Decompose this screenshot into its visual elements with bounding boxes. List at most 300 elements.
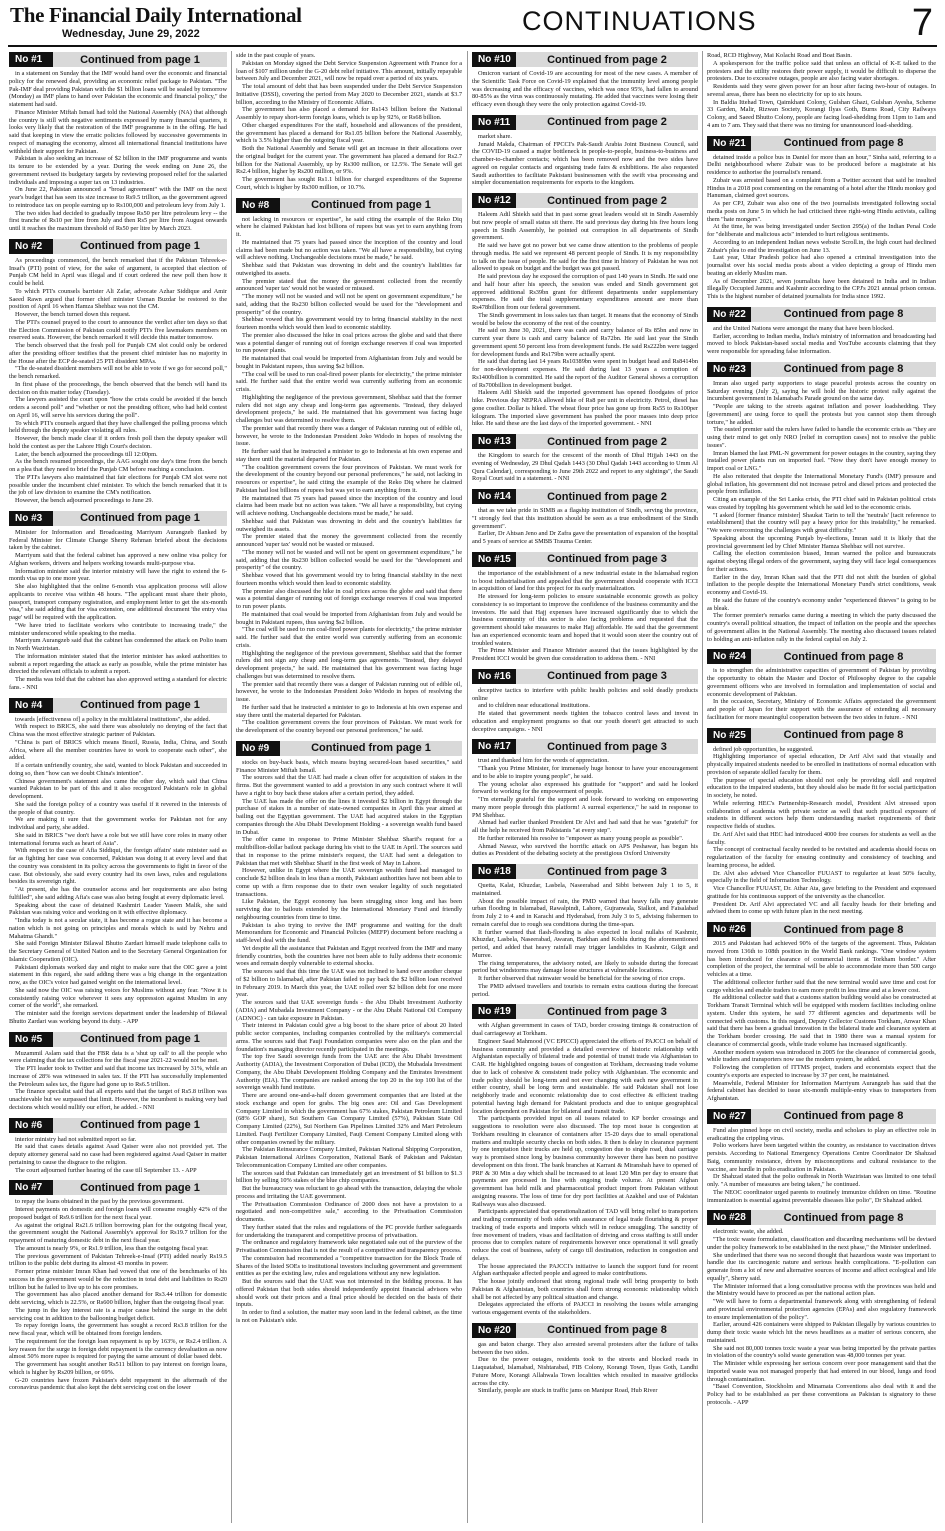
continued-from-label: Continued from page 2	[547, 490, 667, 503]
article-paragraph: Ahmad Nawaz, who survived the horrific attack on APS Peshawar, has begun his duties as President of the debating society at the prestigious Oxford University	[472, 842, 698, 858]
article	[9, 1180, 227, 1392]
article-body	[472, 133, 698, 187]
article-paragraph: The concept of contractual faculty needed to be revisited and academia should focus on regularization of the faculty for ensuing continuity and consistency of teaching and learning process, he added.	[707, 846, 936, 869]
article-header	[236, 741, 462, 756]
article-paragraph: "The money will not be wasted and will not be spent on government expenditure," he said, adding that the Rs230 billion collected would be used for the "development and prosperity" of the country.	[236, 293, 462, 316]
article	[472, 1323, 698, 1395]
article-paragraph: "We have tried to facilitate workers who contribute to increasing trade," the minister underscored while speaking to the media.	[9, 621, 227, 637]
article-body	[472, 70, 698, 109]
article-paragraph: He maintained that 75 years had passed since the inception of the country and loud claims had been made but no action was taken. "We all have a responsibility, but crying will achieve nothing. Unchangeable decisions must be made," he said.	[236, 238, 462, 262]
masthead-rule	[8, 45, 937, 47]
article-paragraph: The UAE has made the offer on the lines it invested $2 billion in Egypt through the purchase of stakes in a number of state-owned companies in April this year aimed at bailing out the Egyptian government. The UAE had acquired stakes in the Egyptian companies through the Abu Dhabi Development Holding - a sovereign wealth fund based in Dubai.	[236, 797, 462, 836]
article-paragraph: The court adjourned further hearing of the case till September 13. - APP	[15, 1166, 197, 1174]
article-paragraph: the Kingdom to search for the crescent of the month of Dhul Hijjah 1443 on the evening of Wednesday, 29 Dhul Qadah 1443 (30 Dhul Qadah 1443 according to Umm Al Qura Calendar), corresponding to June 29th 2022 and report to any sightings", the Saudi Royal Court said in a statement. - NNI	[472, 452, 698, 483]
article-paragraph: But the bureaucracy was reluctant to go ahead with the transaction, delaying the whole process and irritating the UAE government.	[236, 1185, 462, 1200]
article-number-badge: No #10	[472, 52, 516, 67]
article-paragraph: She said the foreign policy of a country was useful if it revered in the interests of the people of that country.	[9, 800, 227, 816]
article-number-badge: No #2	[9, 239, 53, 254]
article-paragraph: interior ministry had not submitted report so far.	[15, 1135, 137, 1143]
article	[9, 511, 227, 692]
article-paragraph: As the bench resumed proceedings, the AAG sought one day's time from the bench on a plea that they need to brief the Punjab CM before reaching a conclusion.	[9, 458, 227, 473]
article	[472, 552, 698, 663]
article-paragraph: market share.	[478, 132, 512, 140]
article-paragraph: "Thank you Prime Minister, for immensely huge honour to have your encouragement and to be able to inspire young people", he said.	[472, 765, 698, 780]
article-number-badge: No #20	[472, 1323, 516, 1338]
article-number-badge: No #25	[707, 728, 751, 743]
article-number-badge: No #17	[472, 739, 516, 754]
continued-from-label: Continued from page 1	[311, 199, 431, 211]
article	[707, 922, 936, 1103]
article-paragraph: deceptive tactics to interfere with public health policies and sold deadly products online	[472, 686, 698, 702]
article-header	[707, 649, 936, 664]
article-paragraph: He further said that he instructed a minister to go to Indonesia at his own expense and stay there until the material departed for Pakistan.	[236, 448, 462, 463]
article-paragraph: Finance Minister Miftah Ismail had told the National Assembly (NA) that although the country is still with negative sentiments expressed by many financial quarters, it looks very likely that the restoration of the IMF programme is in the offing. He had said that keeping in view the erratic policies followed by successive governments in respect of managing the economy, almost all international financial institutions have withheld their support for Pakistan.	[9, 108, 227, 155]
article-paragraph: Marriyum said that the federal cabinet has approved a new online visa policy for Afghan workers, drivers and helpers working towards multi-purpose visa.	[9, 552, 227, 567]
article-body	[472, 882, 698, 998]
continued-from-label: Continued from page 2	[547, 194, 667, 207]
article-paragraph: Later, the bench adjourned the proceedings till 12:00pm.	[15, 450, 158, 458]
article-paragraph: "At present, she has the counselor access and her requirements are also being fulfilled", she said adding Afia's case was also being fought at every diplomatic level.	[9, 886, 227, 901]
article-paragraph: Earlier, according to Indian media, India's ministry of information and broadcasting had moved to block Pakistan-based social media and YouTube accounts claiming that they were responsible for spreading false information.	[707, 332, 936, 355]
article-paragraph: Marriyum Aurangzeb said that the cabinet has condemned the attack on Polio team in North Waziristan.	[9, 637, 227, 652]
article-number-badge: No #3	[9, 511, 53, 526]
article-paragraph: The premier said that recently there was a danger of Pakistan running out of edible oil, however, he wrote to the Indonesian President Joko Widodo in hopes of resolving the issue.	[236, 424, 462, 448]
article-paragraph: Like Pakistan, the Egypt economy has been struggling since long and has been surviving due to bailouts extended by the International Monetary Fund and friendly neighbouring countries from time to time.	[236, 898, 462, 921]
article	[707, 362, 936, 644]
article-paragraph: It further observed that rainwater would be beneficial for the sowing of rice crops.	[478, 975, 686, 982]
column-divider	[702, 51, 703, 1523]
article-paragraph: Both the National Assembly and Senate will get an increase in their allocations over the original budget for the current year. The government has placed a demand for Rs2.7 billion for the National Assembly, up by Rs300 million, or 12.5%. The Senate will get Rs2.4 billion, higher by Rs200 million, or 9%.	[236, 145, 462, 176]
article-paragraph: The government has sought Rs1.1 billion for charged expenditures of the Supreme Court, which is higher by Rs300 million, or 10.7%.	[236, 176, 462, 191]
article-paragraph: Another modern system was introduced in 2005 for the clearance of commercial goods, while traders and transporters now use the modern system, he added.	[707, 1048, 936, 1064]
article-number-badge: No #22	[707, 307, 751, 322]
article-paragraph: The PTI leader took to Twitter and said that income tax increased by 31%, while an increase of 28% was witnessed in sales tax. If the PTI has successfully implemented the Petroleum sales tax, the figure had gone up to Rs6.5 trillion.	[9, 1065, 227, 1088]
article	[472, 669, 698, 734]
article-paragraph: He said we have got no power but we came draw attention to the problems of people through media. He said we represent 48 percent people of Sindh. It is my responsibility to talk on the issue of people. He said for the first time in history of Pakistan he was not allowed to speak on budget and the budget was got passed.	[472, 242, 698, 273]
article-paragraph: Haleem Adil Shiekh said the imported government has opened floodgates of price hike. Previous day NEPRA allowed hike of Rs8 per unit in electricity. Petrol, diesel has gone costlier. Dollar is hiked. The wheat flour price has gone up from Rs55 to Rs100per kilogram. The imported slave government has pushed the poor masses into deep price hike. He said these are the last days of the imported government. - NNI	[472, 389, 698, 428]
article-paragraph: Ahmad had earlier thanked President Dr Alvi and had said that he was "grateful" for all the help he received from Pakistanis "at every step".	[472, 819, 698, 834]
article-body	[707, 1127, 936, 1205]
article-number-badge: No #9	[236, 741, 280, 756]
article-paragraph: Their interest in Pakistan could give a big boost to the share price of about 20 listed public sector companies, including companies controlled by the military's commercial arms. The sources said that Fauji Foundation companies were also on the plan and the foundation's managing director recently participated in the meetings.	[236, 1022, 462, 1053]
article-paragraph: As proceedings commenced, the bench remarked that if the Pakistan Tehreek-e-Insaf's (PTI) point of view, for the sake of argument, is accepted that election of Punjab CM held in April was illegal and if court ordered the new poll then how it could be held.	[9, 256, 227, 287]
article-number-badge: No #13	[472, 434, 516, 449]
article-body	[707, 746, 936, 917]
article-paragraph: The young scholar also expressed his gratitude for "support" and said he looked forward to working for the empowerment of people.	[472, 780, 698, 796]
article-header	[707, 1210, 936, 1225]
continued-from-label: Continued from page 2	[547, 116, 667, 129]
article-paragraph: "Basel Convention, Stockholm and Minamata Conventions also deal with it and the Policy had to be established as per these conventions as Pakistan is signatory to these protocols. - APP	[707, 1383, 936, 1406]
article-paragraph: stocks on buy-back basis, which means buying secured-loan based securities," said Finance Minister Miftah Ismail.	[236, 758, 462, 774]
article-paragraph: But the sources said that the UAE was not interested in the bidding process. It has offered Pakistan that both sides should independently appoint financial advisors who should work out their prices and a final price should be decided on the basis of their inputs.	[236, 1278, 462, 1309]
article	[472, 52, 698, 109]
article-header	[472, 193, 698, 208]
article-paragraph: He stressed for long-term policies to ensure sustainable economic growth as policy consistency is so important to improve the confidence of the business community and the investors. He said that Hajj expenses have increased significantly due to which the business community of this sector is also facing problems and requested that the government should take measures to make Hajj affordable. He said that the government has an experienced economic team and hoped that it would soon steer the country out of troubled waters.	[472, 593, 698, 647]
article-header	[472, 115, 698, 130]
article-paragraph: Earlier in the day, Imran Khan said that the PTI did not shift the burden of global inflation to the people despite the International Monetary Fund's strict conditions, weak economy and Covid-19.	[707, 573, 936, 596]
article-paragraph: However, the bench adjourned proceedings to June 29.	[15, 497, 154, 504]
article-paragraph: The PTI's counsel prayed to the court to announce the verdict after ten days so that the Election Commission of Pakistan could notify PTI's five lawmakers members on reserved seats. However, the bench remarked it will decide this matter tomorrow.	[9, 318, 227, 342]
column-3	[472, 52, 698, 1524]
article-paragraph: Highlighting importance of special education, Dr Arif Alvi said that visually and physically impaired students needed to be enrolled in institutions of normal education with provision of separate skilled faculty for them.	[707, 753, 936, 776]
article-paragraph: The ousted premier said the rulers have failed to handle the economic crisis as "they are using their mind to get only NRO [relief in corruption cases] not to resolve the public issues".	[707, 426, 936, 449]
article-number-badge: No #16	[472, 669, 516, 684]
article-paragraph: The previous government of Pakistan Tehreek-e-Insaf (PTI) added nearly Rs19.5 trillion to the public debt during its almost 43 months in power.	[9, 1252, 227, 1268]
article-paragraph: Dr. Arif Alvi said that HEC had introduced 4000 free courses for students as well as the faculty.	[707, 830, 936, 846]
continued-from-label: Continued from page 3	[547, 670, 667, 683]
article-paragraph: The Minister while expressing her serious concern over poor management said that the imported waste was not managed properly that had entered in our blood, lungs and food through contamination.	[707, 1360, 936, 1383]
continued-from-label: Continued from page 3	[547, 553, 667, 566]
article-body	[9, 716, 227, 1026]
article	[707, 1109, 936, 1205]
article-paragraph: She said now the OIC was raising voices for Muslims without any fear. "Now it is consistently raising voice wherever it sees any oppression against Muslim in any corner of the world", she remarked.	[9, 986, 227, 1010]
article-paragraph: The minister said the foreign services department under the leadership of Bilawal Bhutto Zardari was working beyond its duty. - APP	[9, 1010, 227, 1025]
article-body	[472, 1341, 698, 1395]
continued-from-label: Continued from page 8	[783, 137, 904, 149]
article-paragraph: However, the bench made clear if it orders fresh poll then the deputy speaker will hold the contest as per the Lahore High Court's decision.	[9, 435, 227, 450]
article-paragraph: The Minister informed that a long consultative process with the provinces was held and the Ministry would have to proceed as per the national action plan.	[707, 1282, 936, 1298]
column-4	[707, 52, 936, 1524]
article-paragraph: The participants provided input on all issues related to KP border crossings and suggestions to resolution were also discussed. The top most issue is congestion at Torkham resulting in clearance of containers after 15-20 days due to small operational matters and multiple security checks on both sides. It then is delay in clearance payment by one temptation their trucks are held up, congestion due to single road, dual carriage way is promised since long by business community however there has been no positive development on this front. The bank branches at Karrani & Miranshah have to opened of PRF & 30 Min a day which shall be increased to at least 120 Min per day to ensure that payments are processed in line with ongoing trade volume. At present Afghan government has held milk and pharmaceutical product import from Pakistan without assigning reasons. The loss of time for dry port facilities at Azakhel and use of Pakistan Railways was also discussed.	[472, 1115, 698, 1208]
article-body	[472, 570, 698, 663]
article-number-badge: No #7	[9, 1180, 53, 1195]
article-paragraph: that as we take pride in SIMB as a flagship institution of Sindh, serving the province, "I strongly feel that this institution should be seen as a true embodiment of the Sindh government".	[472, 507, 698, 530]
article	[9, 1032, 227, 1112]
article-paragraph: They further stated that the rules and regulations of the PC provide further safeguards for undertaking the transparent and competitive process of privatisation.	[236, 1223, 462, 1239]
article	[472, 489, 698, 546]
article-paragraph: "The money will not be wasted and will not be spent on government expenditure," he said, adding that the Rs230 billion collected would be used for the "development and prosperity" of the country.	[236, 548, 462, 572]
article-paragraph: Similarly, people are stuck in traffic jams on Manipur Road, Hub River	[478, 1387, 658, 1395]
continued-from-label: Continued from page 8	[783, 650, 904, 663]
article-paragraph: In the occasion, Secretary, Ministry of Economic Affairs appreciated the government and people of Japan for their support with the assurance of extending all necessary facilitation for more meaningful cooperation between the two sides in future. - NNI	[707, 698, 936, 721]
article-header	[9, 1180, 227, 1195]
article	[707, 649, 936, 721]
article-paragraph: Haleem Adil Shiekh said that in past some great leaders would sit in Sindh Assembly but now people of small status sit there. He said previous day during his five hours long speech in Sindh Assembly, he pointed out corruption in all departments of Sindh government.	[472, 211, 698, 242]
article	[9, 239, 227, 505]
masthead	[0, 0, 945, 48]
article-paragraph: The premier stated that the money the government collected from the recently announced 'super tax' would not be wasted or misused.	[236, 277, 462, 293]
article-paragraph: Road, RCD Highway, Mai Kolachi Road and Boat Basin.	[707, 52, 852, 59]
article-paragraph: The sources said that the UAE had made a clean offer for acquisition of stakes in the firms. But the government wanted to add a provision in any such contract where it will have a right to buy back these stakes after a certain period, they added.	[236, 774, 462, 797]
article-body	[9, 257, 227, 505]
article-number-badge: No #24	[707, 649, 751, 664]
article-paragraph: "I asked [former finance minister] Shaukat Tarin to tell the 'neutrals' [tacit reference to establishment] that the country will pay a heavy price for this instability," he remarked. "We were overcoming the challenges with great difficulty."	[707, 511, 936, 534]
article	[707, 136, 936, 301]
article-paragraph: The Pakistan Reinsurance Company Limited, Pakistan National Shipping Corporation, Pakistan International Airlines Corporation, National Bank of Pakistan and Pakistan Telecommunication Company Limited are other companies.	[236, 1146, 462, 1169]
article-paragraph: The sources said that this time the UAE was not inclined to hand over another cheque of $2 billion to Islamabad, after Pakistan failed to pay back the $2 billion loan received in February 2019. In March this year, the UAE rolled over $2 billion debt for one more year.	[236, 968, 462, 999]
article-paragraph: to repay the loans obtained in the past by the previous government.	[15, 1198, 184, 1206]
article-paragraph: The purpose of special education should not only be providing skill and required education to the impaired students, but they should also be made fit for social participation in society, he noted.	[707, 776, 936, 799]
article-paragraph: side in the past couple of years.	[236, 52, 316, 59]
article-paragraph: Quetta, Kalat, Khuzdar, Lasbela, Naseerabad and Sibbi between July 1 to 5, it maintained.	[472, 882, 698, 897]
article-paragraph: The government has also placed a demand for Rs143 billion before the National Assembly to repay short-term foreign loans, which is up by 92%, or Rs68 billion.	[236, 106, 462, 121]
article-paragraph: The house jointly endorsed that strong regional trade will bring prosperity to both Pakistan & Afghanistan, both countries shall form strong economic relationship which shall be not affected by any political situation and change.	[472, 1278, 698, 1301]
article	[472, 115, 698, 187]
article-paragraph: 2015 and Pakistan had achieved 90% of the targets of the agreement. Thus, Pakistan moved from 136th to 108th position in the World Bank rankings. "One window system has been introduced for clearance of commercial items at Torkham border." After completion of the project, the terminal will be able to accommodate more than 500 cargo vehicles at a time.	[707, 940, 936, 978]
article-paragraph: Former prime minister Imran Khan had vowed that one of the benchmarks of his success in the government would be the reduction in total debt and liabilities to Rs20 trillion but he failed to live up to his core promises.	[9, 1268, 227, 1291]
article-paragraph: "The coal will be used to run coal-fired power plants for electricity," the prime minister said. He further said that the entire world was currently suffering from an economic crisis.	[236, 626, 462, 649]
article-paragraph: The house appreciated the PAJCCI's initiative to launch the support fund for recent Afghan earthquake affected people and agreed to make contributions.	[472, 1262, 698, 1278]
article-paragraph: Calling the election commission biased, Imran warned the police and bureaucrats against obeying illegal orders of the government, saying they will face legal consequences for their actions.	[707, 550, 936, 573]
article-paragraph: Meanwhile, Federal Minister for Information Marriyum Aurangzeb has said that the federal cabinet has decided to issue six-month multiple-entry visas to transporters from Afghanistan.	[707, 1079, 936, 1102]
article-paragraph: On June 22, Pakistan announced a "broad agreement" with the IMF on the next year's budget that has seen its size increase to Rs9.5 trillion, as the government agreed to reintroduce tax on people earning up to Rs100,000 and petroleum levy from July 1.	[9, 186, 227, 209]
article-paragraph: Junaid Makda, Chairman of FPCCI's Pak-Saudi Arabia Joint Business Council, said the COVID-19 caused a major bottleneck in people-to-people, business-to-business and chamber-to-chamber contacts; which has been removed now and the two sides have agreed on regular contacts and organising trade fairs & exhibitions. He also requested Saudi authorities to facilitate Pakistani businessmen with the swift visa processing and simpler documentation requirements for exports to the kingdom.	[472, 140, 698, 187]
article-paragraph: G-20 countries have frozen Pakistan's debt repayment in the aftermath of the coronavirus pandemic that also kept the debt servicing cost on the lower	[9, 1376, 227, 1392]
masthead-left	[10, 3, 302, 40]
article-paragraph: The Privatisation Commission Ordinance of 2000 does not have a provision to a negotiated and non-competitive sale," according to the Privatisation Commission documents.	[236, 1200, 462, 1223]
article-paragraph: Imran blamed the last PML-N government for power outages in the country, saying they installed power plants run on imported fuel. "Now they don't have enough money to import coal or LNG."	[707, 449, 936, 472]
continued-from-label: Continued from page 1	[80, 240, 200, 253]
article-paragraph: She said not 80,000 tonnes toxic waste a year was being imported by the private parties in violation of the country's solid waste generation was 48,000 tonnes per year.	[707, 1344, 936, 1360]
article-number-badge: No #27	[707, 1109, 751, 1124]
article-paragraph: Last year, Uttar Pradesh police had also opened a criminal investigation into the journalist over his social media posts about a video depicting a group of Hindu men beating an elderly Muslim man.	[707, 254, 936, 277]
article-paragraph: However, the bench turned down this request.	[15, 311, 131, 318]
article-paragraph: Yet despite all the assistance that Pakistan and Egypt received from the IMF and many friendly countries, both the countries have not been able to fully address their economic woes and remain deeply vulnerable to external shocks.	[236, 944, 462, 968]
article-paragraph: towards [effectiveness of] a policy in the multilateral institutions", she added.	[15, 715, 211, 723]
article-paragraph: He further said that he instructed a minister to go to Indonesia at his own expense and stay there until the material departed for Pakistan.	[236, 703, 462, 719]
paper-title: The Financial Daily International	[10, 3, 302, 27]
continued-from-label: Continued from page 1	[311, 742, 431, 755]
article-paragraph: He also reiterated that despite the International Monetary Fund's (IMF) pressure and global inflation, his government did not increase petrol and diesel prices and protected the people from inflation.	[707, 472, 936, 496]
article-paragraph: He additional collector said that a customs station building would also be constructed at Torkham Transit Terminal which will be equipped with modern facilities including online system. Under this system, he said 77 different agencies and departments will be connected with customs. In this regard, Deputy Collector Customs Torkham, Anwar Khan said that there has been a gradual innovation in the bilateral trade and clearance system at the Torkham border crossing. He said that in 1980 there was a manual system for clearance of commercial goods, while trade volume has increased significantly.	[707, 994, 936, 1048]
article-paragraph: Citing an example of the Sri Lanka crisis, the PTI chief said in Pakistan political crisis was created by toppling his government which he said led to the economic crisis.	[707, 496, 936, 511]
article-paragraph: As against the original Rs21.6 trillion borrowing plan for the outgoing fiscal year, the government sought the National Assembly's approval for Rs19.7 trillion for the repayment of maturing domestic debt in the next fiscal year.	[9, 1221, 227, 1244]
article-paragraph: The Sindh government in loss sales tax than target. It means that the economy of Sindh would be below the economy of the rest of the country.	[472, 311, 698, 327]
article-paragraph: with Afghan government in cases of TAD, border crossing timings & construction of dual carriageway at Torkham.	[472, 1022, 698, 1037]
article-paragraph: Muzammil Aslam said that the FBR data is a 'shut up call' to all the people who were claiming that the tax collections for the fiscal year 2021-22 would not be met.	[9, 1049, 227, 1065]
article-paragraph: detained inside a police bus in Daniel for more than an hour," Sinha said, referring to a Delhi neighbourhood where Zubair was to be produced before a magistrate at his residence to authorise the journalist's remand.	[707, 153, 936, 176]
article-paragraph: He maintained that 75 years had passed since the inception of the country and loud claims had been made but no action was taken. "We all have a responsibility, but crying will achieve nothing. Unchangeable decisions must be made," he said.	[236, 494, 462, 517]
article-body	[9, 1050, 227, 1112]
article-paragraph: He said previous day he exposed the corruption of past 140 years in Sindh. He said one and half hour after his speech, the session was ended and Sindh government got approved additional Rs39bn grant for different departments under supplementary expenses. He said the total supplementary expenditures amount are more than Rs478billion from our federal government.	[472, 273, 698, 311]
article-paragraph: Shehbaz said that Pakistan was drowning in debt and the country's liabilities far outweighed its assets.	[236, 517, 462, 533]
continued-from-label: Continued from page 1	[80, 53, 200, 66]
article-number-badge: No #14	[472, 489, 516, 504]
article	[9, 1118, 227, 1175]
article-paragraph: Zubair was arrested based on a complaint from a Twitter account that said he insulted Hindus in a 2018 post commenting on the renaming of a hotel after the Hindu monkey god Hanuman, claimed govt sources.	[707, 176, 936, 200]
article-paragraph: Earlier, Dr Ahtsan Jeno and Dr Zafra gave the presentation of expansion of the hospital and 5 years of service at SMBB Trauma Center.	[472, 530, 698, 545]
article-paragraph: Engineer Saad Mahmood (VC EPICCI) appreciated the efforts of PAJCCI on behalf of business community and provided a detailed overview of historic relationship with Afghanistan especially of bilateral trade and potential of transit trade via Afghanistan to CAR. He highlighted ongoing issues of congestion at Torkham, decreasing trade volume due to lack of cohesive & consistent trade policy with Afghanistan. The economic and trade policy should be long-term and not ever changing with each new government in either country, shall be long term and sustainable. He said Pakistan shall not lose neighborly trade and economic relationship due to cost effective & efficient trading potential having high demand for Pakistani products and due to unique geographical location dependent on Pakistan for bilateral and transit trade.	[472, 1037, 698, 1115]
continued-from-label: Continued from page 1	[80, 699, 200, 711]
article-body	[707, 1228, 936, 1406]
continued-from-label: Continued from page 1	[80, 1119, 200, 1131]
article-paragraph: Pakistan on Monday signed the Debt Service Suspension Agreement with France for a loan of $107 million under the G-20 debt relief initiative. This amount, initially repayable between July and December 2021, will now be repaid over a period of six years.	[236, 59, 462, 83]
article	[472, 193, 698, 428]
article-header	[472, 52, 698, 67]
article-paragraph: Other charged expenditures For the staff, household and allowances of the president, the government has placed a demand for Rs1.05 billion before the National Assembly, which is 3.5% higher than the outgoing fiscal year.	[236, 121, 462, 145]
article-header	[236, 198, 462, 213]
article-body	[236, 52, 462, 192]
article-paragraph: To repay foreign loans, the government has sought a record Rs3.8 trillion for the new fiscal year, which will be obtained from foreign lenders.	[9, 1322, 227, 1337]
article-header	[9, 1118, 227, 1133]
article-paragraph: President Dr. Arif Alvi appreciated VC and all faculty heads for their briefing and advised them to come up with future plan in the next meeting.	[707, 900, 936, 916]
article-paragraph: the importance of the establishment of a new industrial estate in the Islamabad region to boost industrialisation and appealed that the government should cooperate with ICCI in acquisition of land for this project for its early materialization.	[472, 569, 698, 593]
article-paragraph: The Prime Minister and Finance Minister assured that the issues highlighted by the President ICCI would be given due consideration to address them. - NNI	[472, 647, 698, 662]
article-paragraph: The two sides had decided to gradually impose Rs50 per litre petroleum levy -- the first tranche of Rs10 per litre from July and then Rs5 per litre from August onwards until it reaches the maximum threshold of Rs50 per litre by March 2023.	[9, 209, 227, 232]
article-paragraph: Highlighting the negligence of the previous government, Shehbaz said that the former rulers did not sign any cheap and long-term gas agreements. "Instead, they delayed development projects," he said. He maintained that his government was facing huge challenges but was determined to resolve them.	[236, 649, 462, 680]
continued-from-label: Continued from page 8	[783, 1110, 904, 1123]
article-paragraph: "I'm eternally grateful for the support and look forward to working on empowering many more people through this platform! A surreal experience," he said in response to PM Shehbaz.	[472, 796, 698, 819]
article-paragraph: The bench observed that the fresh poll for Punjab CM slot could only be ordered after the presiding officer testifies that the present chief minister has no majority in the House after the ECP de-seated 25 PTI dissident MPAs.	[9, 342, 227, 365]
article-paragraph: With respect to BRICS, she said there was absolutely no denying of the fact that China was the most effective strategic partner of Pakistan.	[9, 723, 227, 738]
article-number-badge: No #8	[236, 198, 280, 213]
article-paragraph: Shehbaz said that Pakistan was drowning in debt and the country's liabilities far outweighed its assets.	[236, 262, 462, 277]
article-paragraph: The total amount of debt that has been suspended under the Debt Service Suspension Initiative (DSSI), covering the period from May 2020 to December 2021, stands at $3.7 billion, according to the Ministry of Economic Affairs.	[236, 83, 462, 106]
article-body	[707, 667, 936, 721]
article-paragraph: Highlighting the negligence of the previous government, Shehbaz said that the former rulers did not sign any cheap and long-term gas agreements. "Instead, they delayed development projects," he said. He maintained that his government was facing huge challenges but was determined to resolve them.	[236, 393, 462, 424]
article-paragraph: The premier stated that the money the government collected from the recently announced 'super tax' would not be wasted or misused.	[236, 533, 462, 548]
continued-from-label: Continued from page 3	[547, 1005, 667, 1018]
article-paragraph: Pakistan is also trying to revive the IMF programme and waiting for the draft Memorandum for Economic and Financial Policies (MEFP) document before reaching a staff-level deal with the fund.	[236, 921, 462, 944]
continued-from-label: Continued from page 8	[783, 1211, 904, 1224]
article-paragraph: The ordinance and regulatory framework take negotiated sale out of the purview of the Privatisation Commission that is not the result of a competitive and transparency process.	[236, 1239, 462, 1254]
article-paragraph: The premier said that recently there was a danger of Pakistan running out of edible oil, however, he wrote to the Indonesian President Joko Widodo in hopes of resolving the issue.	[236, 680, 462, 703]
article-body	[707, 940, 936, 1103]
article-paragraph: A spokesperson for the traffic police said that unless an official of K-E talked to the protesters and the utility restores their power supply, it would be difficult to disperse the protesters. Due to excessive outages, people are also facing water shortages.	[707, 59, 936, 83]
article-paragraph: and to children near educational institutions.	[478, 702, 590, 710]
article-paragraph: Due to the power outages, residents took to the streets and blocked roads in Liaquatabad, Islamabad, Nishtarabad, FIB Colony, Korangi Town, Ilyas Goth, Landhi Future More, Korangi Allahwala Town localities which resulted in massive gridlocks across the city.	[472, 1356, 698, 1387]
article-paragraph: The amount is nearly 9%, or Rs1.9 trillion, less than the outgoing fiscal year.	[15, 1244, 209, 1252]
article-body	[9, 1136, 227, 1175]
article-paragraph: At the time, he was being investigated under Section 295(a) of the Indian Penal Code for "deliberate and malicious acts" intended to hurt religious sentiments.	[707, 223, 936, 238]
continued-from-label: Continued from page 3	[547, 865, 667, 878]
article-number-badge: No #11	[472, 115, 516, 130]
article-paragraph: Dr. Alvi also advised Vice Chancellor FUUAST to regularize at least 50% faculty, especially in the field of Information Technology.	[707, 869, 936, 885]
article-paragraph: Chinese government's statement also came the other day, which said that China wanted Pakistan to be part of this and it also recognized Pakistan's role in global development.	[9, 777, 227, 800]
column-divider	[467, 51, 468, 1523]
continued-from-label: Continued from page 8	[783, 923, 904, 936]
continued-from-label: Continued from page 1	[80, 512, 200, 525]
article-paragraph: Shehbaz vowed that his government would try to bring financial stability in the next fourteen months which would then lead to economic stability.	[236, 316, 462, 331]
article	[707, 307, 936, 356]
article-paragraph: In first phase of the proceedings, the bench observed that the bench will hand its decision on this matter today (Tuesday).	[9, 380, 227, 396]
article-header	[472, 1323, 698, 1338]
article-paragraph: He said that during last 14 years Rs10389bn were spent in budget head and Rs8414bn for non-development expenses. He said during last 13 years a corruption of Rs1400billion is committed. He said the report of the Auditor General shows a corruption of Rs700billion in development budget.	[472, 358, 698, 389]
article-paragraph: Participants appreciated that operationalization of TAD will bring relief to transporters and trading community of both sides with assurance of legal trade flourishing & proper tracking of trade exports and imports which will in reduce smuggling. The sanctity of free movement of traders, visas and facilitation of driving and cross staffing is still under process due to complex nature of requirements however once operational it will greatly reduce the cost of business, safety of cargo till destination, reduction in congestion and delays.	[472, 1208, 698, 1262]
article	[236, 741, 462, 1325]
article-paragraph: Residents said they were given power for an hour after facing two-hour of outages. In several areas, there has been no electricity for up to six hours.	[707, 83, 936, 98]
article-paragraph: Pakistani diplomats worked day and night to make sure that the OIC gave a joint statement in this regard, she said adding there was a big change in the organization now, as the OIC's voice had gained weight on the international level.	[9, 963, 227, 986]
article-header	[707, 728, 936, 743]
article-paragraph: Omicron variant of Covid-19 are accounting for most of the new cases. A member of the Scientific Task Force on Covid-19 explained that the immunity level among people was decreasing and the efficacy of vaccines, which was once 95%, had fallen to around 80-85% as the virus was continuously mutating. He added that vaccines were losing their efficacy even though they were the only protection against Covid-19.	[472, 70, 698, 108]
article-body	[472, 211, 698, 428]
article-paragraph: Fund also pinned hope on civil society, media and scholars to play an effective role in eradicating the crippling virus.	[707, 1126, 936, 1142]
article-paragraph: "We will have to form a departmental framework along with strengthening of federal and provincial environmental protection agencies (EPAs) and also regulatory framework to ensure implementation of the policy".	[707, 1298, 936, 1321]
article-paragraph: trust and thanked him for the words of appreciation.	[478, 757, 609, 765]
article-paragraph: The premier also discussed the hike in coal prices across the globe and said that there was a potential danger of running out of foreign exchange reserves if coal was imported to run power plants.	[236, 331, 462, 355]
article-paragraph: Shehbaz vowed that his government would try to bring financial stability in the next fourteen months which would then lead to economic stability.	[236, 572, 462, 587]
article-header	[9, 1032, 227, 1047]
article-paragraph: The sources said that UAE sovereign funds - the Abu Dhabi Investment Authority (ADIA) and Mubadala Investment Company - or the Abu Dhabi National Oil Company (ADNOC) - can take exposure in Pakistan.	[236, 999, 462, 1022]
article-paragraph: is to strengthen the administrative capacities of government of Pakistan by providing the opportunity to obtain the Master and Doctor of Philosophy degree to the capable government officers who are involved in formulation and implementation of social and economic development of Pakistan.	[707, 667, 936, 698]
article-paragraph: It further warned that flash-flooding is also expected in local nullahs of Kashmir, Khuzdar, Lasbela, Naseerabad, Awaran, Barkhan and Kohlu during the aforementioned period, and added that heavy rainfall may trigger landslides in Kashmir, Gilgit and Murree.	[472, 928, 698, 959]
article-paragraph: Vice Chancellor FUUAST, Dr. Athar Ata, gave briefing to the President and expressed gratitude for his continuous support of the university as the chancellor.	[707, 885, 936, 900]
article	[707, 52, 936, 130]
article-paragraph: "The coalition government covers the four provinces of Pakistan. We must work for the development of the country beyond our personal preferences," he said.	[236, 719, 462, 734]
article-paragraph: "The toxic waste formulation, classification and discarding mechanisms will be devised under the policy framework to be established in the next phase," the Minister underlined.	[707, 1236, 936, 1251]
article-paragraph: Interest payments on domestic and foreign loans will consume roughly 42% of the proposed budget of Rs9.6 trillion for the next fiscal year.	[9, 1206, 227, 1221]
continued-from-label: Continued from page 2	[547, 53, 667, 66]
article-paragraph: The sources said that Pakistan can immediately get an investment of $1 billion to $1.3 billion by selling 10% stakes of the blue chip companies.	[236, 1169, 462, 1185]
article-paragraph: He stated that government needs tighten the tobacco control laws and invest in education and employment programs so that our youth doesn't get attracted to such deceptive campaigns. - NNI	[472, 710, 698, 733]
article-number-badge: No #19	[472, 1004, 516, 1019]
page-number: 7	[911, 2, 933, 44]
article-paragraph: "The coalition government covers the four provinces of Pakistan. We must work for the development of the country beyond our personal preferences," he said, not lacking in resources or expertise", he said citing the example of the Reko Diq where he claimed Pakistan had lost billions of rupees but was yet to earn anything from it.	[236, 463, 462, 494]
article-paragraph: The rising temperatures, the advisory noted, are likely to subside during the forecast period but windstorms may damage loose structures at vulnerable locations.	[472, 959, 698, 975]
article-paragraph: The additional collector further said that the new terminal would save time and cost for cargo vehicles and enable traders to earn more profit in less time and at a lower cost.	[707, 978, 936, 994]
article-paragraph: About the possible impact of rain, the PMD warned that heavy falls may generate urban flooding in Islamabad, Rawalpindi, Lahore, Gujranwala, Sialkot, and Faisalabad from July 2 to 4 and in Karachi and Hyderabad, from July 3 to 5, advising fishermen to remain careful due to rough sea conditions during the time-span.	[472, 897, 698, 928]
article-paragraph: Following the completion of ITTMS project, traders and economists expect that the country's exports are expected to increase by 37 per cent, he maintained.	[707, 1064, 936, 1079]
article-paragraph: He said on June 30, 2021, there was cash and carry balance of Rs 85bn and now in current year there is cash and carry balance of Rs72bn. He said last year the Sindh government spent 50 percent less from development funds. He said Rs222bn were tagged for development funds and Rs179bn were actually spent.	[472, 327, 698, 358]
article-header	[707, 1109, 936, 1124]
continued-from-label: Continued from page 2	[547, 435, 667, 448]
article-header	[9, 511, 227, 526]
article-paragraph: The lawyers assisted the court upon "how the crisis could be avoided if the bench orders a second poll" and "whether or not the presiding officer, who had held contest on April 16, will serve his services during the poll".	[9, 396, 227, 419]
article-paragraph: not lacking in resources or expertise", he said citing the example of the Reko Diq where he claimed Pakistan had lost billions of rupees but was yet to earn anything from it.	[236, 215, 462, 238]
article-body	[472, 1022, 698, 1317]
continued-from-label: Continued from page 8	[783, 363, 904, 376]
article-paragraph: She underlined that there was no second thought that hazardous waste was important to handle due its carcinogenic nature and serious health complications. "E-pollution can generate from a lot of new and alternative sources of income and affect ecological and life equally", Sherry said.	[707, 1251, 936, 1282]
section-title: CONTINUATIONS	[522, 6, 757, 36]
article-number-badge: No #6	[9, 1118, 53, 1133]
article-body	[472, 757, 698, 858]
article-paragraph: He further reiterated his resolve to "empower as many young people as possible".	[478, 834, 684, 842]
article-number-badge: No #18	[472, 864, 516, 879]
article-paragraph: Imran also urged party supporters to stage peaceful protests across the country on Saturday evening (July 2), saying he will hold the historic protest rally against the incumbent government in Islamabad's Parade ground on the same day.	[707, 379, 936, 403]
article-paragraph: The top five Saudi sovereign funds from the UAE are: the Abu Dhabi Investment Authority (ADIA), the Investment Corporation of Dubai (ICD), the Mubadala Investment Company, the Abu Dhabi Development Holding Company and the Emirates Investment Authority (EIA). The companies are ranked among the top 20 in the top 100 list of the sovereign wealth fund institute.	[236, 1053, 462, 1092]
article-paragraph: "The coal will be used to run coal-fired power plants for electricity," the prime minister said. He further said that the entire world was currently suffering from an economic crisis.	[236, 370, 462, 393]
issue-date: Wednesday, June 29, 2022	[62, 28, 200, 40]
article-paragraph: defined job opportunities, he suggested.	[713, 745, 814, 753]
article	[236, 198, 462, 735]
article-paragraph: The jump in the key interest rate is a major cause behind the surge in the debt servicing cost in addition to the ballooning budget deficit.	[9, 1306, 227, 1322]
article	[236, 52, 462, 192]
article-paragraph: Delegates appreciated the efforts of PAJCCI in resolving the issues while arranging various engagement events of the stakeholders.	[472, 1301, 698, 1316]
article	[472, 864, 698, 998]
article-header	[472, 489, 698, 504]
article-paragraph: He said that cases details against Asad Qaiser were also not provided yet. The deputy attorney general said no case had been registered against Asad Qaiser in matter pertaining to cause the disgrace to the religion.	[9, 1143, 227, 1166]
article-paragraph: She said in BRICS "we don't have a role but we still have core roles in many other international forums such as heart of Asia".	[9, 831, 227, 847]
article-paragraph: Polio workers have been targeted within the country, as resistance to vaccination drives persists. According to National Emergency Operations Centre Coordinator Dr Shahzad Baig, community resistance, driven by misconceptions and cultural resistance to the vaccine, are hurdle in polio eradication in Pakistan.	[707, 1142, 936, 1173]
article-paragraph: The commission had recommended a "competitive transaction for the Block Trade of Shares of the listed SOEs to institutional investors including government and government entities as per the existing law, rules and regulations without any new legislation.	[236, 1254, 462, 1278]
article-paragraph: If a certain unfriendly country, she said, wanted to block Pakistan and succeeded in doing so, then "how can we doubt China's intention".	[9, 762, 227, 777]
article-number-badge: No #26	[707, 922, 751, 937]
article-body	[236, 216, 462, 735]
article-number-badge: No #15	[472, 552, 516, 567]
article-paragraph: The requirement for the foreign loan repayment is up by 163%, or Rs2.4 trillion. A key reason for the surge in foreign debt repayment is the currency devaluation as now almost 50% more rupee is required for paying the same amount of dollar based debt.	[9, 1337, 227, 1361]
article-body	[236, 759, 462, 1325]
article-paragraph: Earlier, around 426 containers were shipped to Pakistan illegally by various countries to dump their toxic waste which hit the news headlines as a matter of serious concern, she maintained.	[707, 1321, 936, 1344]
article-paragraph: The premier also discussed the hike in coal prices across the globe and said that there was a potential danger of running out of foreign exchange reserves if coal was imported to run power plants.	[236, 587, 462, 610]
continued-from-label: Continued from page 1	[80, 1033, 200, 1045]
article-paragraph: With respect to the case of Afia Siddiqui, the foreign affairs' state minister said as far as fighting her case was concerned, Pakistan was doing it at every level and that the country was consistent in its policy across the governments to fight in favor of the case. But obviously, she said every country had its own laws, rules and regulations besides its sovereign right.	[9, 847, 227, 886]
article-header	[472, 864, 698, 879]
article-header	[707, 362, 936, 377]
article-paragraph: The government has also placed another demand for Rs3.44 trillion for domestic debt servicing, which is 22.5%, or Rs600 billion, higher than the outgoing fiscal year.	[9, 1291, 227, 1306]
article	[472, 434, 698, 483]
article-paragraph: Pakistan is also seeking an increase of $2 billion in the IMF programme and wants its tenure to be extended by a year. During the week ending on June 26, the government revised its budgetary targets by reviewing proposed relief for the salaried individuals and imposing a super tax on 13 industries.	[9, 155, 227, 186]
article	[9, 698, 227, 1026]
article-body	[9, 529, 227, 692]
article-number-badge: No #28	[707, 1210, 751, 1225]
article-body	[707, 52, 936, 130]
article-number-badge: No #4	[9, 698, 53, 713]
article-paragraph: We are making it sure that the government works for Pakistan not for any individual and party, she added.	[9, 816, 227, 831]
article-paragraph: The government has sought another Rs511 billion to pay interest on foreign loans, which is higher by Rs209 billion, or 69%.	[9, 1361, 227, 1376]
article-paragraph: To which PTI's counsels argued that they have challenged the polling process which held through the deputy speaker violating all rules.	[9, 419, 227, 435]
article-header	[472, 669, 698, 684]
article-paragraph: and the United Nations were amongst the many that have been blocked.	[713, 324, 894, 332]
